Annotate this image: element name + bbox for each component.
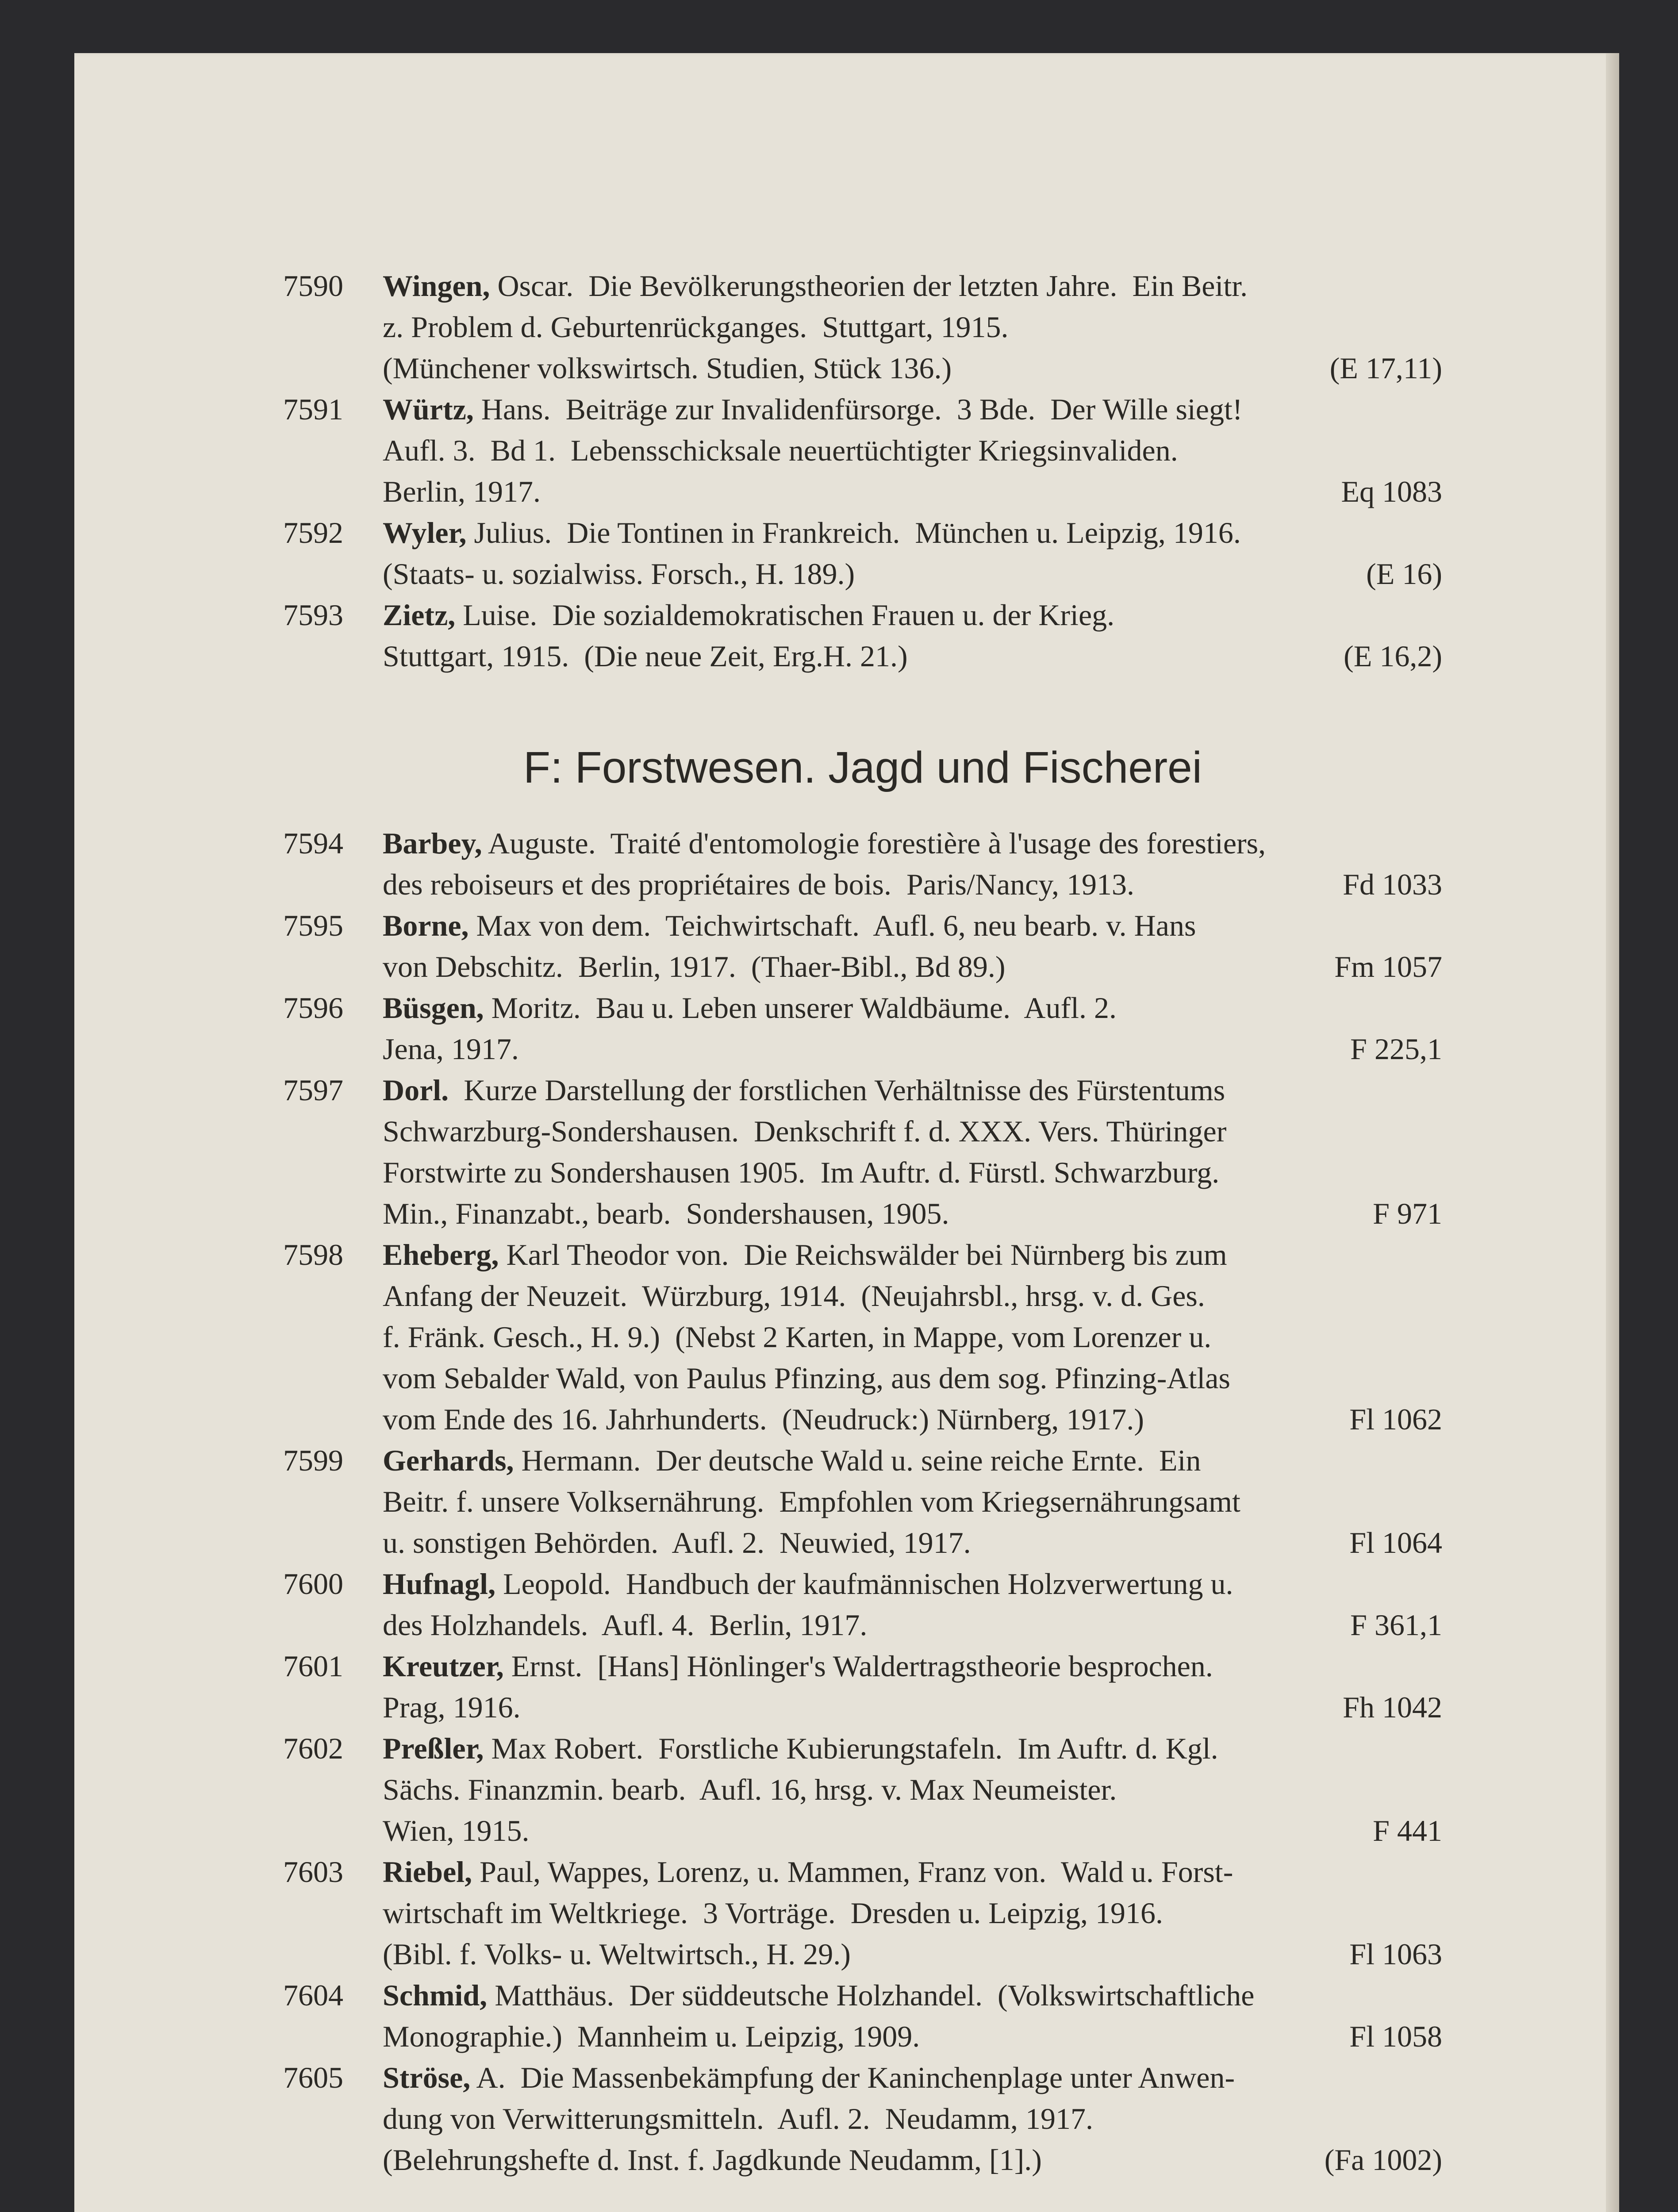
entry-7599 bbox=[283, 1440, 1442, 1563]
entry-author: Büsgen, bbox=[383, 991, 484, 1025]
shelf-mark: Fd 1033 bbox=[1343, 868, 1442, 901]
entry-line bbox=[283, 1769, 1442, 1810]
entry-number: 7597 bbox=[283, 1073, 343, 1107]
entry-text: Max Robert. Forstliche Kubierungstafeln. Im Auftr. d. Kgl. bbox=[484, 1732, 1218, 1765]
entry-text: Ernst. [Hans] Hönlinger's Waldertragstheorie besprochen. bbox=[503, 1649, 1213, 1683]
page-footer bbox=[283, 2208, 1442, 2212]
shelf-mark: Fl 1062 bbox=[1349, 1402, 1442, 1436]
shelf-mark: Eq 1083 bbox=[1341, 475, 1442, 508]
entry-line bbox=[283, 864, 1442, 905]
entry-7590 bbox=[283, 265, 1442, 389]
entry-line bbox=[283, 946, 1442, 987]
entry-line bbox=[283, 348, 1442, 389]
entry-7604 bbox=[283, 1975, 1442, 2057]
entry-text: Luise. Die sozialdemokratischen Frauen u. der Krieg. bbox=[455, 598, 1115, 632]
shelf-mark: Fh 1042 bbox=[1343, 1690, 1442, 1724]
entry-line bbox=[283, 1851, 1442, 1893]
entry-line bbox=[283, 1975, 1442, 2016]
entry-author: Schmid, bbox=[383, 1978, 488, 2012]
entry-text: des reboiseurs et des propriétaires de bois. Paris/Nancy, 1913. bbox=[383, 868, 1134, 901]
entry-line bbox=[283, 1029, 1442, 1070]
entry-text: vom Sebalder Wald, von Paulus Pfinzing, aus dem sog. Pfinzing-Atlas bbox=[383, 1361, 1230, 1395]
entry-author: Wingen, bbox=[383, 269, 490, 303]
entry-line bbox=[283, 823, 1442, 864]
entry-text: A. Die Massenbekämpfung der Kaninchenplage unter Anwen- bbox=[470, 2061, 1235, 2094]
shelf-mark: Fl 1064 bbox=[1349, 1526, 1442, 1559]
entry-line bbox=[283, 1111, 1442, 1152]
shelf-mark: Fl 1058 bbox=[1349, 2020, 1442, 2053]
entry-text: Auguste. Traité d'entomologie forestière à l'usage des forestiers, bbox=[482, 826, 1266, 860]
entry-text: Moritz. Bau u. Leben unserer Waldbäume. Aufl. 2. bbox=[484, 991, 1117, 1025]
entry-number: 7594 bbox=[283, 826, 343, 860]
entry-text: Schwarzburg-Sondershausen. Denkschrift f. d. XXX. Vers. Thüringer bbox=[383, 1114, 1227, 1148]
entry-number: 7595 bbox=[283, 909, 343, 942]
shelf-mark: (Fa 1002) bbox=[1324, 2143, 1442, 2177]
volume-label bbox=[1299, 2208, 1442, 2212]
entry-text: Monographie.) Mannheim u. Leipzig, 1909. bbox=[383, 2020, 920, 2053]
entries-forestry bbox=[283, 823, 1442, 2181]
entry-number: 7601 bbox=[283, 1649, 343, 1683]
entry-author: Kreutzer, bbox=[383, 1649, 504, 1683]
entry-number: 7605 bbox=[283, 2061, 343, 2094]
entry-text: Jena, 1917. bbox=[383, 1032, 519, 1066]
entry-text: z. Problem d. Geburtenrückganges. Stuttgart, 1915. bbox=[383, 310, 1009, 344]
entry-line bbox=[283, 1687, 1442, 1728]
entry-7597 bbox=[283, 1070, 1442, 1234]
entry-text: des Holzhandels. Aufl. 4. Berlin, 1917. bbox=[383, 1608, 868, 1642]
entry-number: 7592 bbox=[283, 516, 343, 549]
entry-7603 bbox=[283, 1851, 1442, 1975]
entry-line bbox=[283, 2016, 1442, 2057]
shelf-mark: F 361,1 bbox=[1350, 1608, 1442, 1642]
entry-text: u. sonstigen Behörden. Aufl. 2. Neuwied, 1917. bbox=[383, 1526, 971, 1559]
entry-text: Min., Finanzabt., bearb. Sondershausen, 1905. bbox=[383, 1197, 949, 1230]
entry-line bbox=[283, 1317, 1442, 1358]
entry-text: Aufl. 3. Bd 1. Lebensschicksale neuertüchtigter Kriegsinvaliden. bbox=[383, 434, 1178, 467]
entry-number: 7604 bbox=[283, 1978, 343, 2012]
entry-line bbox=[283, 1440, 1442, 1481]
entry-author: Barbey, bbox=[383, 826, 482, 860]
entry-line bbox=[283, 1275, 1442, 1317]
entry-text: (Staats- u. sozialwiss. Forsch., H. 189.) bbox=[383, 557, 855, 591]
shelf-mark: F 441 bbox=[1373, 1814, 1442, 1847]
entry-line bbox=[283, 1893, 1442, 1934]
entry-author: Ströse, bbox=[383, 2061, 471, 2094]
entry-line bbox=[283, 512, 1442, 553]
entry-text: Wien, 1915. bbox=[383, 1814, 530, 1847]
entry-line bbox=[283, 905, 1442, 946]
entry-line bbox=[283, 2098, 1442, 2139]
entry-text: Stuttgart, 1915. (Die neue Zeit, Erg.H. 21.) bbox=[383, 639, 908, 673]
entry-line bbox=[283, 1234, 1442, 1275]
entry-line bbox=[283, 1728, 1442, 1769]
entry-text: Prag, 1916. bbox=[383, 1690, 521, 1724]
entry-text: Paul, Wappes, Lorenz, u. Mammen, Franz von. Wald u. Forst- bbox=[472, 1855, 1233, 1889]
entry-text: Hermann. Der deutsche Wald u. seine reiche Ernte. Ein bbox=[514, 1444, 1201, 1477]
entry-text: Kurze Darstellung der forstlichen Verhältnisse des Fürstentums bbox=[449, 1073, 1225, 1107]
entry-text: wirtschaft im Weltkriege. 3 Vorträge. Dresden u. Leipzig, 1916. bbox=[383, 1896, 1163, 1930]
entry-line bbox=[283, 1646, 1442, 1687]
entry-line bbox=[283, 2139, 1442, 2181]
entry-line bbox=[283, 2057, 1442, 2098]
entry-text: von Debschitz. Berlin, 1917. (Thaer-Bibl., Bd 89.) bbox=[383, 950, 1006, 983]
entry-line bbox=[283, 1193, 1442, 1234]
entry-number: 7602 bbox=[283, 1732, 343, 1765]
entry-number: 7591 bbox=[283, 392, 343, 426]
entry-text: (Bibl. f. Volks- u. Weltwirtsch., H. 29.) bbox=[383, 1937, 851, 1971]
shelf-mark: (E 16,2) bbox=[1344, 639, 1442, 673]
entry-line bbox=[283, 265, 1442, 307]
entry-7591 bbox=[283, 389, 1442, 512]
entry-author: Hufnagl, bbox=[383, 1567, 496, 1601]
entry-line bbox=[283, 636, 1442, 677]
entry-number: 7593 bbox=[283, 598, 343, 632]
entry-text: Anfang der Neuzeit. Würzburg, 1914. (Neujahrsbl., hrsg. v. d. Ges. bbox=[383, 1279, 1205, 1313]
entry-line bbox=[283, 1070, 1442, 1111]
shelf-mark: Fl 1063 bbox=[1349, 1937, 1442, 1971]
text-block bbox=[283, 265, 1442, 2181]
entry-number: 7603 bbox=[283, 1855, 343, 1889]
section-heading: F: Forstwesen. Jagd und Fischerei bbox=[523, 743, 1202, 792]
entry-text: Forstwirte zu Sondershausen 1905. Im Auftr. d. Fürstl. Schwarzburg. bbox=[383, 1156, 1220, 1189]
entry-7593 bbox=[283, 595, 1442, 677]
entry-text: Karl Theodor von. Die Reichswälder bei Nürnberg bis zum bbox=[499, 1238, 1227, 1271]
entry-text: Hans. Beiträge zur Invalidenfürsorge. 3 Bde. Der Wille siegt! bbox=[473, 392, 1243, 426]
entry-text: Leopold. Handbuch der kaufmännischen Holzverwertung u. bbox=[495, 1567, 1233, 1601]
entry-line bbox=[283, 1358, 1442, 1399]
entry-text: Sächs. Finanzmin. bearb. Aufl. 16, hrsg. v. Max Neumeister. bbox=[383, 1773, 1117, 1806]
entry-line bbox=[283, 987, 1442, 1029]
entry-author: Gerhards, bbox=[383, 1444, 514, 1477]
entry-line bbox=[283, 1399, 1442, 1440]
entry-line bbox=[283, 471, 1442, 512]
entry-author: Zietz, bbox=[383, 598, 456, 632]
entry-line bbox=[283, 307, 1442, 348]
shelf-mark: (E 17,11) bbox=[1329, 351, 1442, 385]
entry-line bbox=[283, 1522, 1442, 1563]
entry-text: Beitr. f. unsere Volksernährung. Empfohlen vom Kriegsernährungsamt bbox=[383, 1485, 1240, 1518]
entry-line bbox=[283, 1152, 1442, 1193]
page-fold bbox=[1606, 53, 1619, 2212]
entry-text: dung von Verwitterungsmitteln. Aufl. 2. Neudamm, 1917. bbox=[383, 2102, 1094, 2135]
entry-line bbox=[283, 1563, 1442, 1605]
entry-text: vom Ende des 16. Jahrhunderts. (Neudruck:) Nürnberg, 1917.) bbox=[383, 1402, 1144, 1436]
entry-7596 bbox=[283, 987, 1442, 1070]
entry-author: Eheberg, bbox=[383, 1238, 499, 1271]
entry-text: (Belehrungshefte d. Inst. f. Jagdkunde Neudamm, [1].) bbox=[383, 2143, 1042, 2177]
entry-author: Preßler, bbox=[383, 1732, 484, 1765]
entry-text: Max von dem. Teichwirtschaft. Aufl. 6, neu bearb. v. Hans bbox=[468, 909, 1196, 942]
entry-7592 bbox=[283, 512, 1442, 595]
entry-line bbox=[283, 1810, 1442, 1851]
entry-7598 bbox=[283, 1234, 1442, 1440]
entry-text: f. Fränk. Gesch., H. 9.) (Nebst 2 Karten, in Mappe, vom Lorenzer u. bbox=[383, 1320, 1212, 1354]
shelf-mark: Fm 1057 bbox=[1334, 950, 1442, 983]
entry-number: 7598 bbox=[283, 1238, 343, 1271]
entry-7594 bbox=[283, 823, 1442, 905]
entry-author: Wyler, bbox=[383, 516, 467, 549]
entry-number: 7596 bbox=[283, 991, 343, 1025]
shelf-mark: F 971 bbox=[1373, 1197, 1442, 1230]
entry-line bbox=[283, 389, 1442, 430]
entry-line bbox=[283, 553, 1442, 595]
entry-text: Matthäus. Der süddeutsche Holzhandel. (Volkswirtschaftliche bbox=[487, 1978, 1255, 2012]
entry-text: Oscar. Die Bevölkerungstheorien der letzten Jahre. Ein Beitr. bbox=[490, 269, 1248, 303]
shelf-mark: (E 16) bbox=[1366, 557, 1442, 591]
entry-number: 7600 bbox=[283, 1567, 343, 1601]
shelf-mark: F 225,1 bbox=[1350, 1032, 1442, 1066]
entry-line bbox=[283, 1934, 1442, 1975]
entry-text: Berlin, 1917. bbox=[383, 475, 541, 508]
entry-line bbox=[283, 1481, 1442, 1522]
entry-7595 bbox=[283, 905, 1442, 987]
entry-line bbox=[283, 595, 1442, 636]
entry-number: 7599 bbox=[283, 1444, 343, 1477]
entry-7600 bbox=[283, 1563, 1442, 1646]
entry-line bbox=[283, 430, 1442, 471]
entry-author: Riebel, bbox=[383, 1855, 472, 1889]
entry-author: Borne, bbox=[383, 909, 469, 942]
entry-author: Würtz, bbox=[383, 392, 474, 426]
entry-number: 7590 bbox=[283, 269, 343, 303]
entry-line bbox=[283, 1605, 1442, 1646]
entry-author: Dorl. bbox=[383, 1073, 449, 1107]
entry-text: Julius. Die Tontinen in Frankreich. München u. Leipzig, 1916. bbox=[466, 516, 1241, 549]
entry-text: (Münchener volkswirtsch. Studien, Stück 136.) bbox=[383, 351, 952, 385]
entry-7605 bbox=[283, 2057, 1442, 2181]
entry-7601 bbox=[283, 1646, 1442, 1728]
entries-economics bbox=[283, 265, 1442, 677]
entry-7602 bbox=[283, 1728, 1442, 1851]
